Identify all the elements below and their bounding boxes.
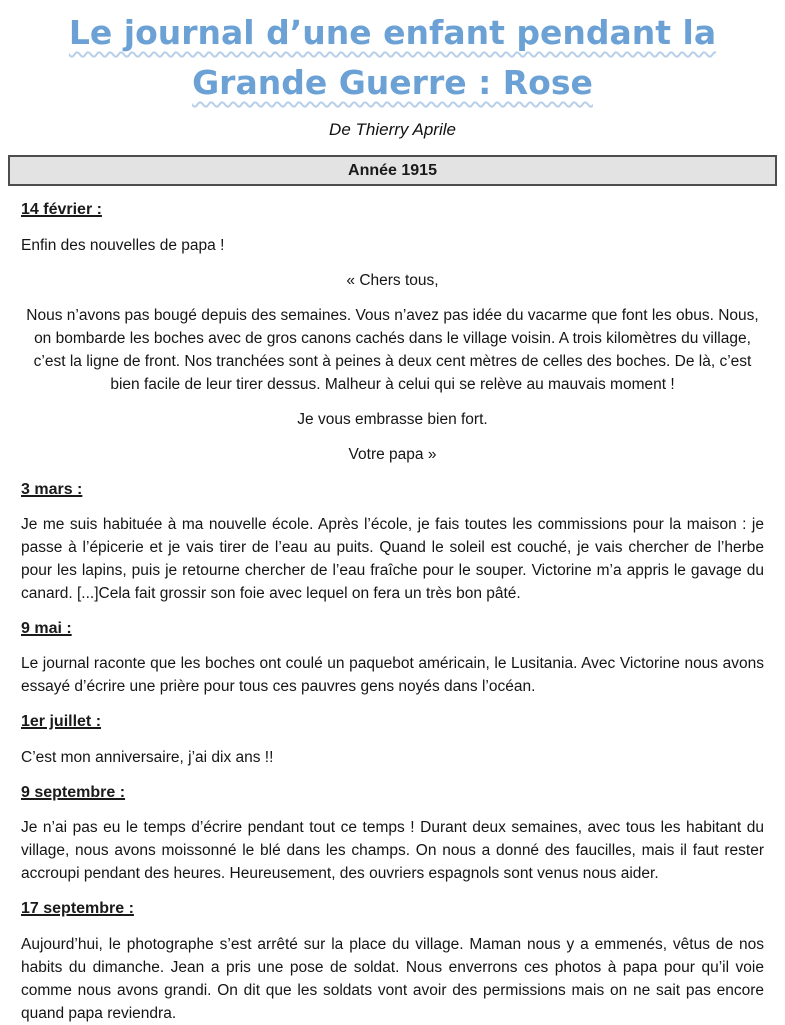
year-banner: Année 1915 <box>8 155 777 186</box>
entry-date: 3 mars : <box>21 480 83 498</box>
entry-body <box>21 746 764 769</box>
entry-date: 14 février : <box>21 201 102 219</box>
entry-date: 9 septembre : <box>21 783 126 801</box>
entry-paragraph: Le journal raconte que les boches ont coulé un paquebot américain, le Lusitania. Avec Victorine nous avons essayé d’écrire une prière pour tous ces pauvres gens noyés dans l’océan. <box>21 655 764 696</box>
entry-paragraph: Je vous embrasse bien fort. <box>297 410 488 428</box>
entry-paragraph: Je me suis habituée à ma nouvelle école. Après l’école, je fais toutes les commissions pour la maison : je passe à l’épicerie et je vais tirer de l’eau au puits. Quand le soleil est couché, je vais chercher de l’herbe pour les lapins, puis je retourne chercher de l’eau fraîche pour le souper. Victorine m’a appris le gavage du canard. [...]Cela fait grossir son foie avec lequel on fera un très bon pâté. <box>21 516 764 603</box>
entry-paragraph: Nous n’avons pas bougé depuis des semaines. Vous n’avez pas idée du vacarme que font les obus. Nous, on bombarde les boches avec de gros canons cachés dans le village voisin. A trois kilomètres du village, c’est la ligne de front. Nos tranchées sont à peines à deux cent mètres de celles des boches. De là, c’est bien facile de leur tirer dessus. Malheur à celui qui se relève au mauvais moment ! <box>26 306 759 393</box>
entry-paragraph: « Chers tous, <box>346 271 439 289</box>
diary-entry <box>21 618 764 698</box>
entry-paragraph: Je n’ai pas eu le temps d’écrire pendant tout ce temps ! Durant deux semaines, avec tous les habitant du village, nous avons moissonné le blé dans les champs. On nous a donné des faucilles, mais il faut rester accroupi pendant des heures. Heureusement, des ouvriers espagnols sont venus nous aider. <box>21 819 764 883</box>
diary-entry <box>21 782 764 885</box>
title-line-1: Le journal d’une enfant pendant la <box>68 13 717 52</box>
entry-paragraph: Votre papa » <box>348 445 437 463</box>
entry-paragraph: C’est mon anniversaire, j’ai dix ans !! <box>21 748 274 766</box>
entry-body <box>21 816 764 885</box>
entry-body <box>21 933 764 1025</box>
entry-date: 9 mai : <box>21 620 72 638</box>
entry-date: 17 septembre : <box>21 900 134 918</box>
entry-body <box>21 234 764 466</box>
diary-entry <box>21 898 764 1024</box>
page-title <box>21 8 764 108</box>
entry-paragraph: Enfin des nouvelles de papa ! <box>21 236 225 254</box>
diary-entry <box>21 711 764 768</box>
diary-entry <box>21 479 764 605</box>
entry-body <box>21 652 764 698</box>
entry-paragraph: Aujourd’hui, le photographe s’est arrêté sur la place du village. Maman nous y a emmenés, vêtus de nos habits du dimanche. Jean a pris une pose de soldat. Nous enverrons ces photos à papa pour qu’il voie comme nous avons grandi. On dit que les soldats vont avoir des permissions mais on ne sait pas encore quand papa reviendra. <box>21 935 764 1022</box>
diary-entries <box>21 199 764 1024</box>
diary-entry <box>21 199 764 465</box>
author-line: De Thierry Aprile <box>329 120 456 140</box>
entry-body <box>21 513 764 605</box>
entry-date: 1er juillet : <box>21 713 102 731</box>
title-line-2: Grande Guerre : Rose <box>192 63 593 103</box>
